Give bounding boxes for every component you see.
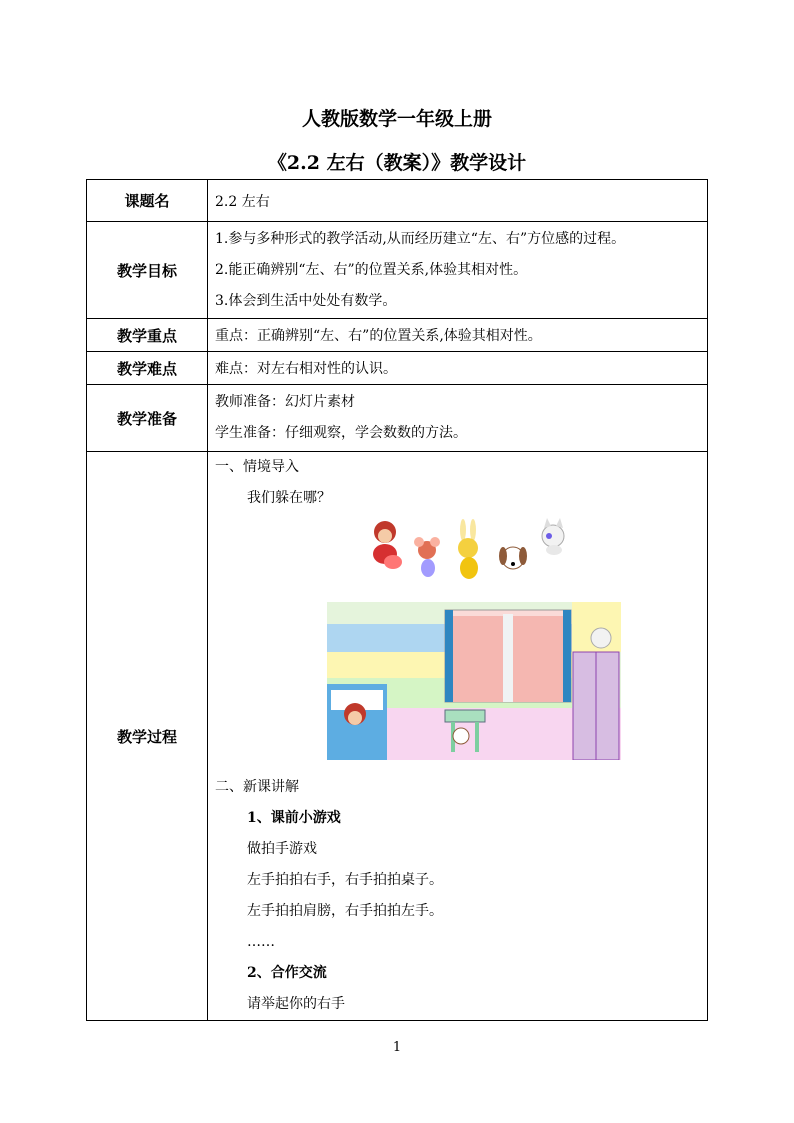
table-row-topic bbox=[87, 180, 708, 222]
process-text: 做拍手游戏 bbox=[247, 841, 317, 857]
doll-sticker bbox=[373, 521, 402, 569]
label-prep: 教学准备 bbox=[87, 385, 208, 452]
section-heading: 一、情境导入 bbox=[215, 459, 299, 475]
content-topic: 2.2 左右 bbox=[208, 180, 708, 222]
content-difficulty: 难点：对左右相对性的认识。 bbox=[208, 352, 708, 385]
label-process: 教学过程 bbox=[87, 452, 208, 1021]
goal-item: 1.参与多种形式的教学活动,从而经历建立“左、右”方位感的过程。 bbox=[215, 230, 626, 247]
table-row-prep bbox=[87, 385, 708, 452]
prep-item: 教师准备：幻灯片素材 bbox=[215, 394, 355, 410]
process-text: 请举起你的右手 bbox=[247, 996, 345, 1012]
process-text: 左手拍拍肩膀，右手拍拍左手。 bbox=[247, 903, 443, 919]
puppy-sticker bbox=[499, 547, 527, 569]
prep-item: 学生准备：仔细观察，学会数数的方法。 bbox=[215, 425, 467, 441]
document-title: 人教版数学一年级上册 bbox=[301, 108, 492, 130]
subsection-heading: 2、合作交流 bbox=[247, 965, 327, 981]
content-prep bbox=[208, 385, 708, 452]
process-text: …… bbox=[247, 934, 275, 950]
page-number: 1 bbox=[392, 1040, 402, 1055]
process-text: 左手拍拍右手，右手拍拍桌子。 bbox=[247, 872, 443, 888]
mouse-sticker bbox=[414, 537, 440, 577]
subsection-heading: 1、课前小游戏 bbox=[247, 810, 341, 826]
label-goals: 教学目标 bbox=[87, 222, 208, 319]
label-difficulty: 教学难点 bbox=[87, 352, 208, 385]
content-key: 重点：正确辨别“左、右”的位置关系,体验其相对性。 bbox=[208, 319, 708, 352]
section-heading: 二、新课讲解 bbox=[215, 779, 299, 795]
content-goals bbox=[208, 222, 708, 319]
table-row-process bbox=[87, 452, 708, 1021]
label-key: 教学重点 bbox=[87, 319, 208, 352]
table-row-key bbox=[87, 319, 708, 352]
character-stickers-image bbox=[215, 514, 695, 594]
document-subtitle: 《2.2 左右（教案）》教学设计 bbox=[267, 152, 527, 174]
cat-sticker bbox=[542, 518, 564, 555]
lesson-plan-table bbox=[86, 179, 708, 1021]
question-text: 我们躲在哪？ bbox=[247, 490, 331, 506]
label-topic: 课题名 bbox=[87, 180, 208, 222]
table-row-goals bbox=[87, 222, 708, 319]
content-process bbox=[208, 452, 708, 1021]
goal-item: 2.能正确辨别“左、右”的位置关系,体验其相对性。 bbox=[215, 261, 528, 278]
rabbit-sticker bbox=[458, 519, 478, 579]
goal-item: 3.体会到生活中处处有数学。 bbox=[215, 292, 397, 309]
bedroom-scene-image bbox=[327, 602, 621, 760]
table-row-difficulty bbox=[87, 352, 708, 385]
